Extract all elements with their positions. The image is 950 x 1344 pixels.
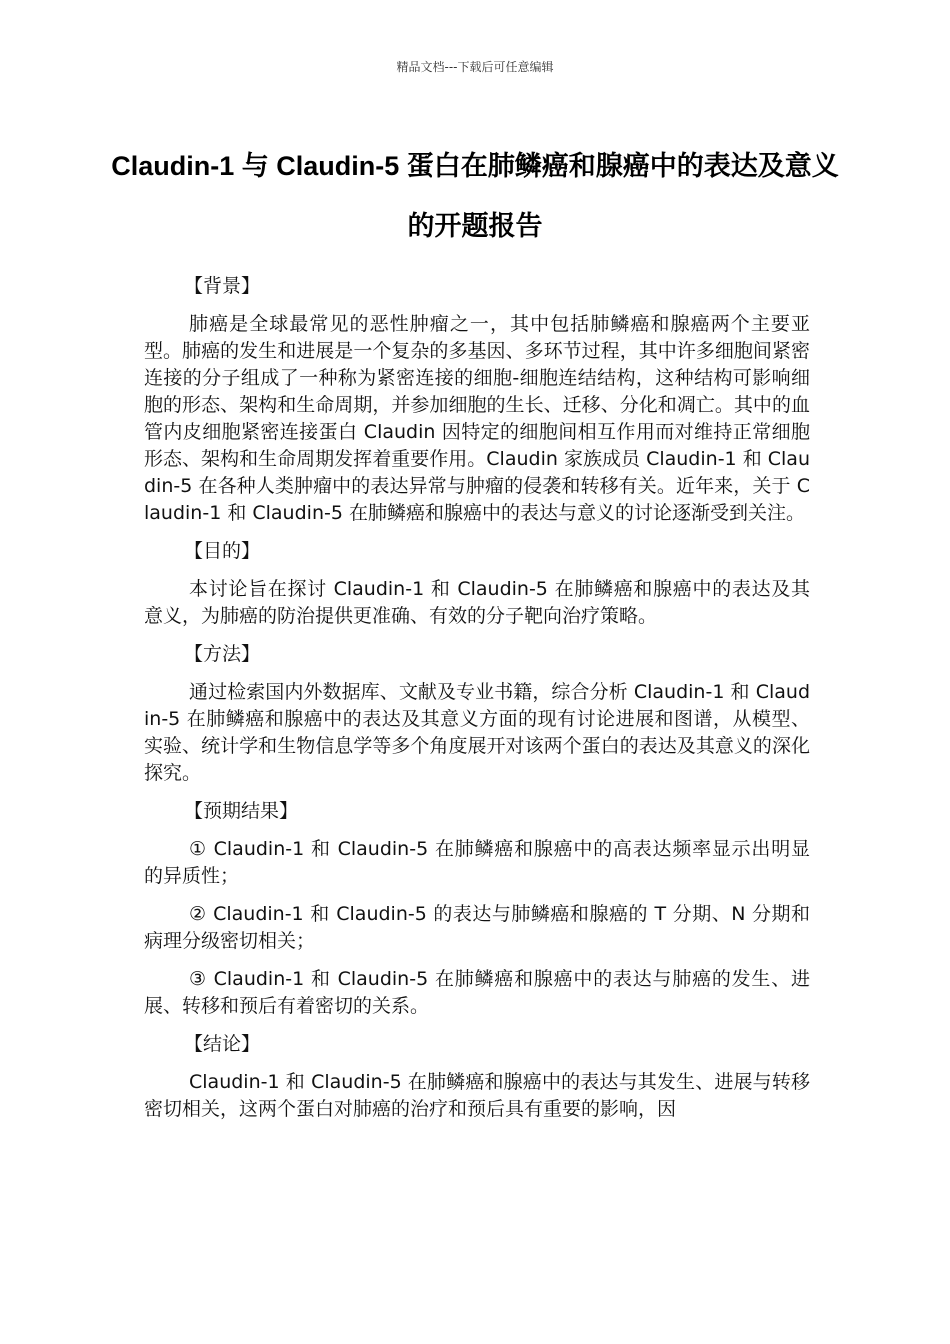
- expected-result-item: ① Claudin-1 和 Claudin-5 在肺鳞癌和腺癌中的高表达频率显示出明显的异质性；: [144, 838, 810, 887]
- document-body: [144, 273, 810, 1134]
- purpose-paragraph: 本讨论旨在探讨 Claudin-1 和 Claudin-5 在肺鳞癌和腺癌中的表达及其意义，为肺癌的防治提供更准确、有效的分子靶向治疗策略。: [144, 578, 810, 627]
- header-note: 精品文档---下载后可任意编辑: [396, 60, 554, 74]
- section-heading-background: 【背景】: [184, 275, 261, 297]
- expected-result-item: ③ Claudin-1 和 Claudin-5 在肺鳞癌和腺癌中的表达与肺癌的发生、进展、转移和预后有着密切的关系。: [144, 968, 810, 1017]
- method-paragraph: 通过检索国内外数据库、文献及专业书籍，综合分析 Claudin-1 和 Claudin-5 在肺鳞癌和腺癌中的表达及其意义方面的现有讨论进展和图谱，从模型、实验、统计学和生物信息学等多个角度展开对该两个蛋白的表达及其意义的深化探究。: [144, 681, 810, 784]
- section-heading-purpose: 【目的】: [184, 540, 261, 562]
- expected-result-item: ② Claudin-1 和 Claudin-5 的表达与肺鳞癌和腺癌的 T 分期、N 分期和病理分级密切相关；: [144, 903, 810, 952]
- conclusion-paragraph: Claudin-1 和 Claudin-5 在肺鳞癌和腺癌中的表达与其发生、进展与转移密切相关，这两个蛋白对肺癌的治疗和预后具有重要的影响，因: [144, 1071, 810, 1120]
- background-paragraph: 肺癌是全球最常见的恶性肿瘤之一，其中包括肺鳞癌和腺癌两个主要亚型。肺癌的发生和进展是一个复杂的多基因、多环节过程，其中许多细胞间紧密连接的分子组成了一种称为紧密连接的细胞-细胞连结结构，这种结构可影响细胞的形态、架构和生命周期，并参加细胞的生长、迁移、分化和凋亡。其中的血管内皮细胞紧密连接蛋白 Claudin 因特定的细胞间相互作用而对维持正常细胞形态、架构和生命周期发挥着重要作用。Claudin 家族成员 Claudin-1 和 Claudin-5 在各种人类肿瘤中的表达异常与肿瘤的侵袭和转移有关。近年来，关于 Claudin-1 和 Claudin-5 在肺鳞癌和腺癌中的表达与意义的讨论逐渐受到关注。: [144, 313, 810, 524]
- section-heading-conclusion: 【结论】: [184, 1033, 261, 1055]
- section-heading-expected-results: 【预期结果】: [184, 800, 299, 822]
- section-heading-method: 【方法】: [184, 643, 261, 665]
- document-title: Claudin-1 与 Claudin-5 蛋白在肺鳞癌和腺癌中的表达及意义的开题报告: [111, 151, 839, 241]
